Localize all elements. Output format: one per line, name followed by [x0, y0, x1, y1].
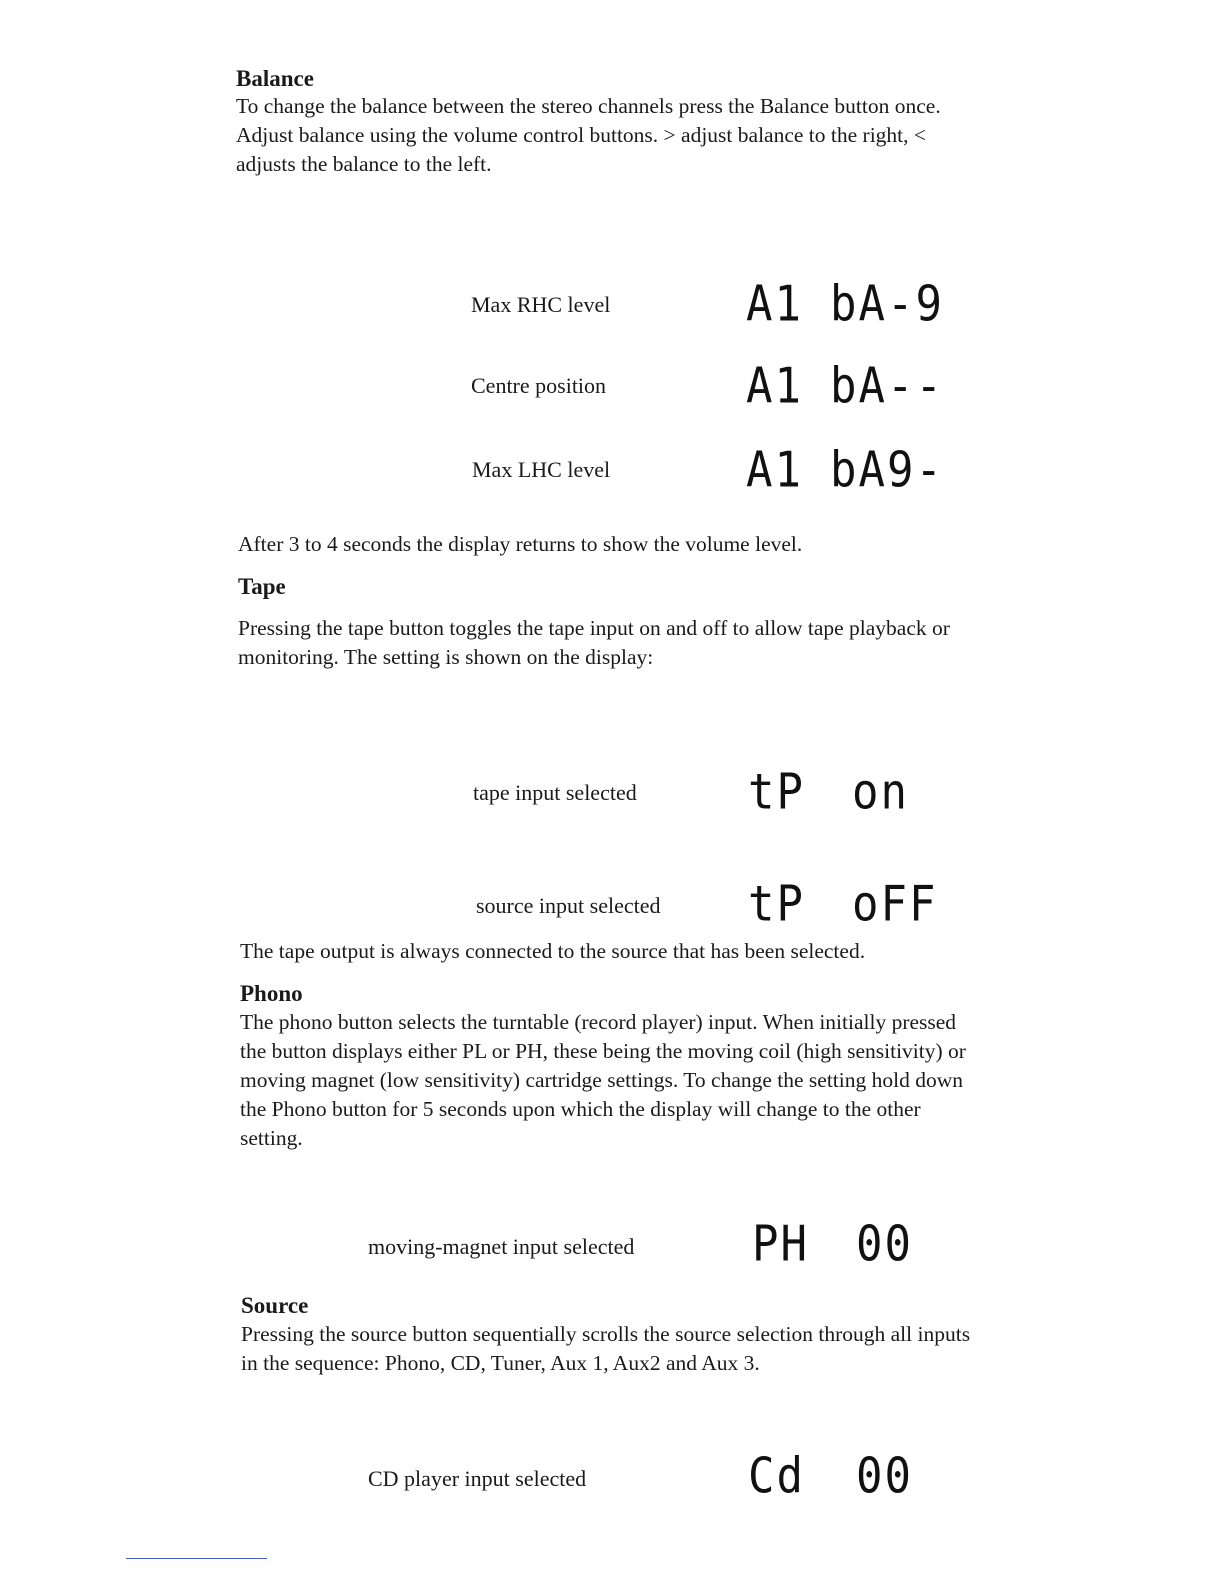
lcd-code-left: A1 — [746, 275, 803, 333]
lcd-code-right: bA9- — [830, 441, 944, 499]
phono-paragraph: The phono button selects the turntable (record player) input. When initially pressed the button displays either PL or PH, these being the moving coil (high sensitivity) or moving magnet (low sensitivity) cartridge settings. To change the setting hold down the Phono button for 5 seconds upon which the display will change to the other setting. — [240, 1010, 966, 1150]
lcd-code-left: A1 — [746, 357, 803, 415]
source-heading: Source — [241, 1293, 309, 1318]
lcd-code-right: 00 — [856, 1215, 913, 1273]
tape-paragraph: Pressing the tape button toggles the tape input on and off to allow tape playback or monitoring. The setting is shown on the display: — [238, 616, 950, 669]
display-row-label: source input selected — [476, 893, 661, 918]
display-row-label: tape input selected — [473, 780, 637, 805]
lcd-code-left: tP — [748, 763, 805, 821]
lcd-code-left: tP — [748, 875, 805, 933]
lcd-code-right: bA-- — [830, 357, 944, 415]
lcd-code-right: on — [852, 763, 909, 821]
lcd-code-right: oFF — [852, 875, 938, 933]
display-row-label: Max LHC level — [472, 457, 611, 482]
tape-after-text: The tape output is always connected to the source that has been selected. — [240, 939, 866, 963]
lcd-code-right: 00 — [856, 1447, 913, 1505]
tape-heading: Tape — [238, 574, 286, 599]
lcd-code-right: bA-9 — [830, 275, 944, 333]
balance-paragraph: To change the balance between the stereo channels press the Balance button once. Adjust balance using the volume control buttons. > adjust balance to the right, < adjusts the balance to the left. — [236, 94, 941, 176]
footnote-rule — [126, 1558, 267, 1559]
phono-heading: Phono — [240, 981, 303, 1006]
lcd-code-left: PH — [752, 1215, 809, 1273]
balance-after-text: After 3 to 4 seconds the display returns to show the volume level. — [238, 532, 803, 556]
balance-heading: Balance — [236, 66, 314, 91]
display-row-label: Max RHC level — [471, 292, 611, 317]
lcd-code-left: Cd — [748, 1447, 805, 1505]
source-paragraph: Pressing the source button sequentially scrolls the source selection through all inputs in the sequence: Phono, CD, Tuner, Aux 1, Aux2 and Aux 3. — [241, 1322, 971, 1375]
display-row-label: moving-magnet input selected — [368, 1234, 635, 1259]
display-row-label: CD player input selected — [368, 1466, 587, 1491]
display-row-label: Centre position — [471, 373, 607, 398]
lcd-code-left: A1 — [746, 441, 803, 499]
